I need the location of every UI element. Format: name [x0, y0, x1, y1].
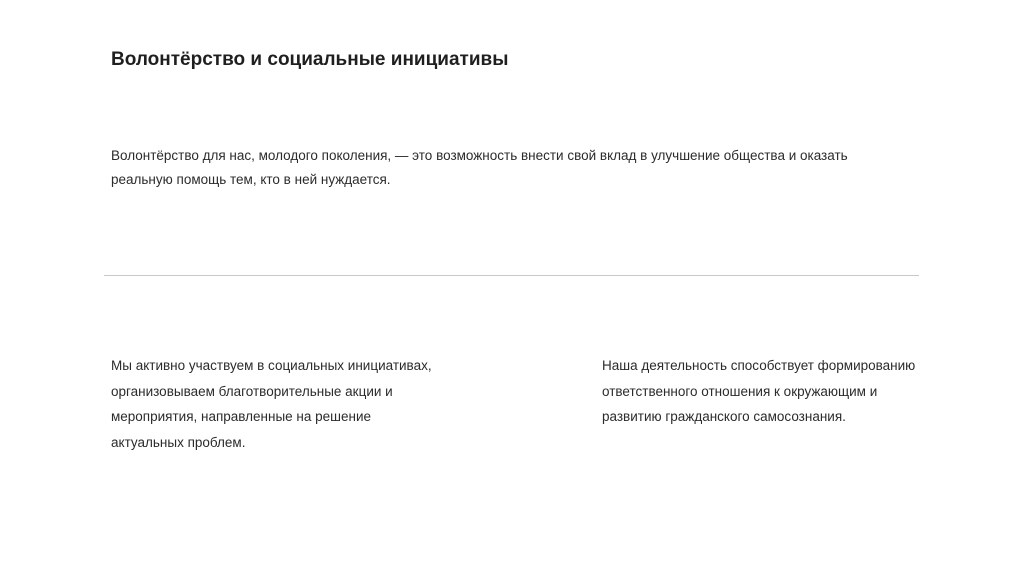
- intro-line: Волонтёрство для нас, молодого поколения, — это возможность внести свой вклад в улучшение общества и оказать: [111, 148, 848, 163]
- section-divider: [104, 275, 919, 276]
- intro-paragraph: [111, 144, 871, 192]
- right-column-line: развитию гражданского самосознания.: [602, 409, 846, 424]
- left-column-line: Мы активно участвуем в социальных инициативах,: [111, 358, 432, 373]
- left-column-line: организовываем благотворительные акции и: [111, 383, 393, 399]
- slide-title: Волонтёрство и социальные инициативы: [111, 49, 509, 70]
- left-column-line: актуальных проблем.: [111, 434, 246, 450]
- left-column-line: мероприятия, направленные на решение: [111, 409, 371, 424]
- right-column-line: Наша деятельность способствует формированию: [602, 358, 916, 373]
- right-column-line: ответственного отношения к окружающим и: [602, 383, 878, 399]
- left-column-paragraph: [111, 353, 471, 455]
- right-column-paragraph: [602, 353, 932, 430]
- intro-line: реальную помощь тем, кто в ней нуждается.: [111, 172, 391, 187]
